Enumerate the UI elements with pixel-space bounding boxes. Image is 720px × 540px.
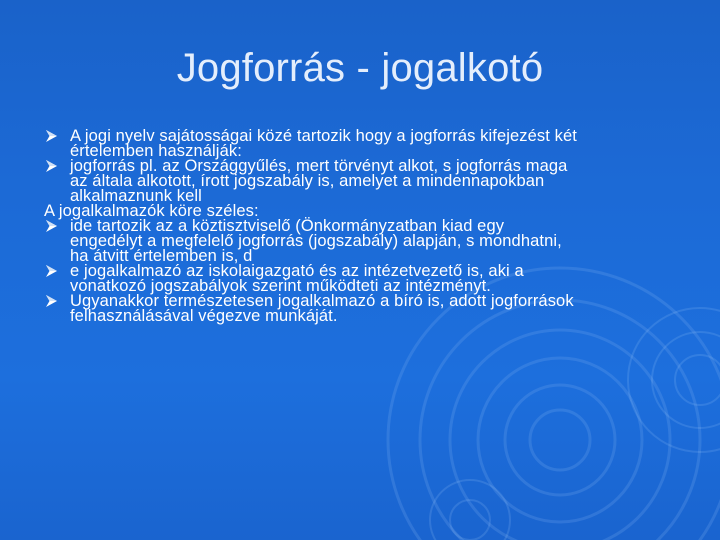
text-line: az általa alkotott, írott jogszabály is, amelyet a mindennapokban [70,172,545,190]
text-line: A jogi nyelv sajátosságai közé tartozik hogy a jogforrás kifejezést két [70,127,577,145]
text-line: engedélyt a megfelelő jogforrás (jogszabály) alapján, s mondhatni, [70,232,562,250]
arrowhead-bullet-icon [44,293,58,309]
arrowhead-bullet-icon [44,263,58,279]
bullet-item [44,294,684,324]
arrowhead-bullet-icon [44,218,58,234]
text-line: vonatkozó jogszabályok szerint működteti az intézményt. [70,277,491,295]
text-line: e jogalkalmazó az iskolaigazgató és az intézetvezető is, aki a [70,262,524,280]
bullet-item [44,159,684,204]
slide-body [44,129,684,324]
text-line: felhasználásával végezve munkáját. [70,307,338,325]
arrowhead-bullet-icon [44,128,58,144]
bullet-item [44,264,684,294]
bullet-item [44,129,684,159]
arrowhead-bullet-icon [44,158,58,174]
text-line: értelemben használják: [70,142,242,160]
slide-title: Jogforrás - jogalkotó [176,46,544,90]
text-line: A jogalkalmazók köre széles: [44,202,259,220]
text-line: ide tartozik az a köztisztviselő (Önkormányzatban kiad egy [70,217,505,235]
bullet-item [44,219,684,264]
text-line: ha átvitt értelemben is, d [70,247,253,265]
text-line: alkalmaznunk kell [70,187,202,205]
text-line: Ugyanakkor természetesen jogalkalmazó a bíró is, adott jogforrások [70,292,574,310]
text-line: jogforrás pl. az Országgyűlés, mert törvényt alkot, s jogforrás maga [70,157,568,175]
